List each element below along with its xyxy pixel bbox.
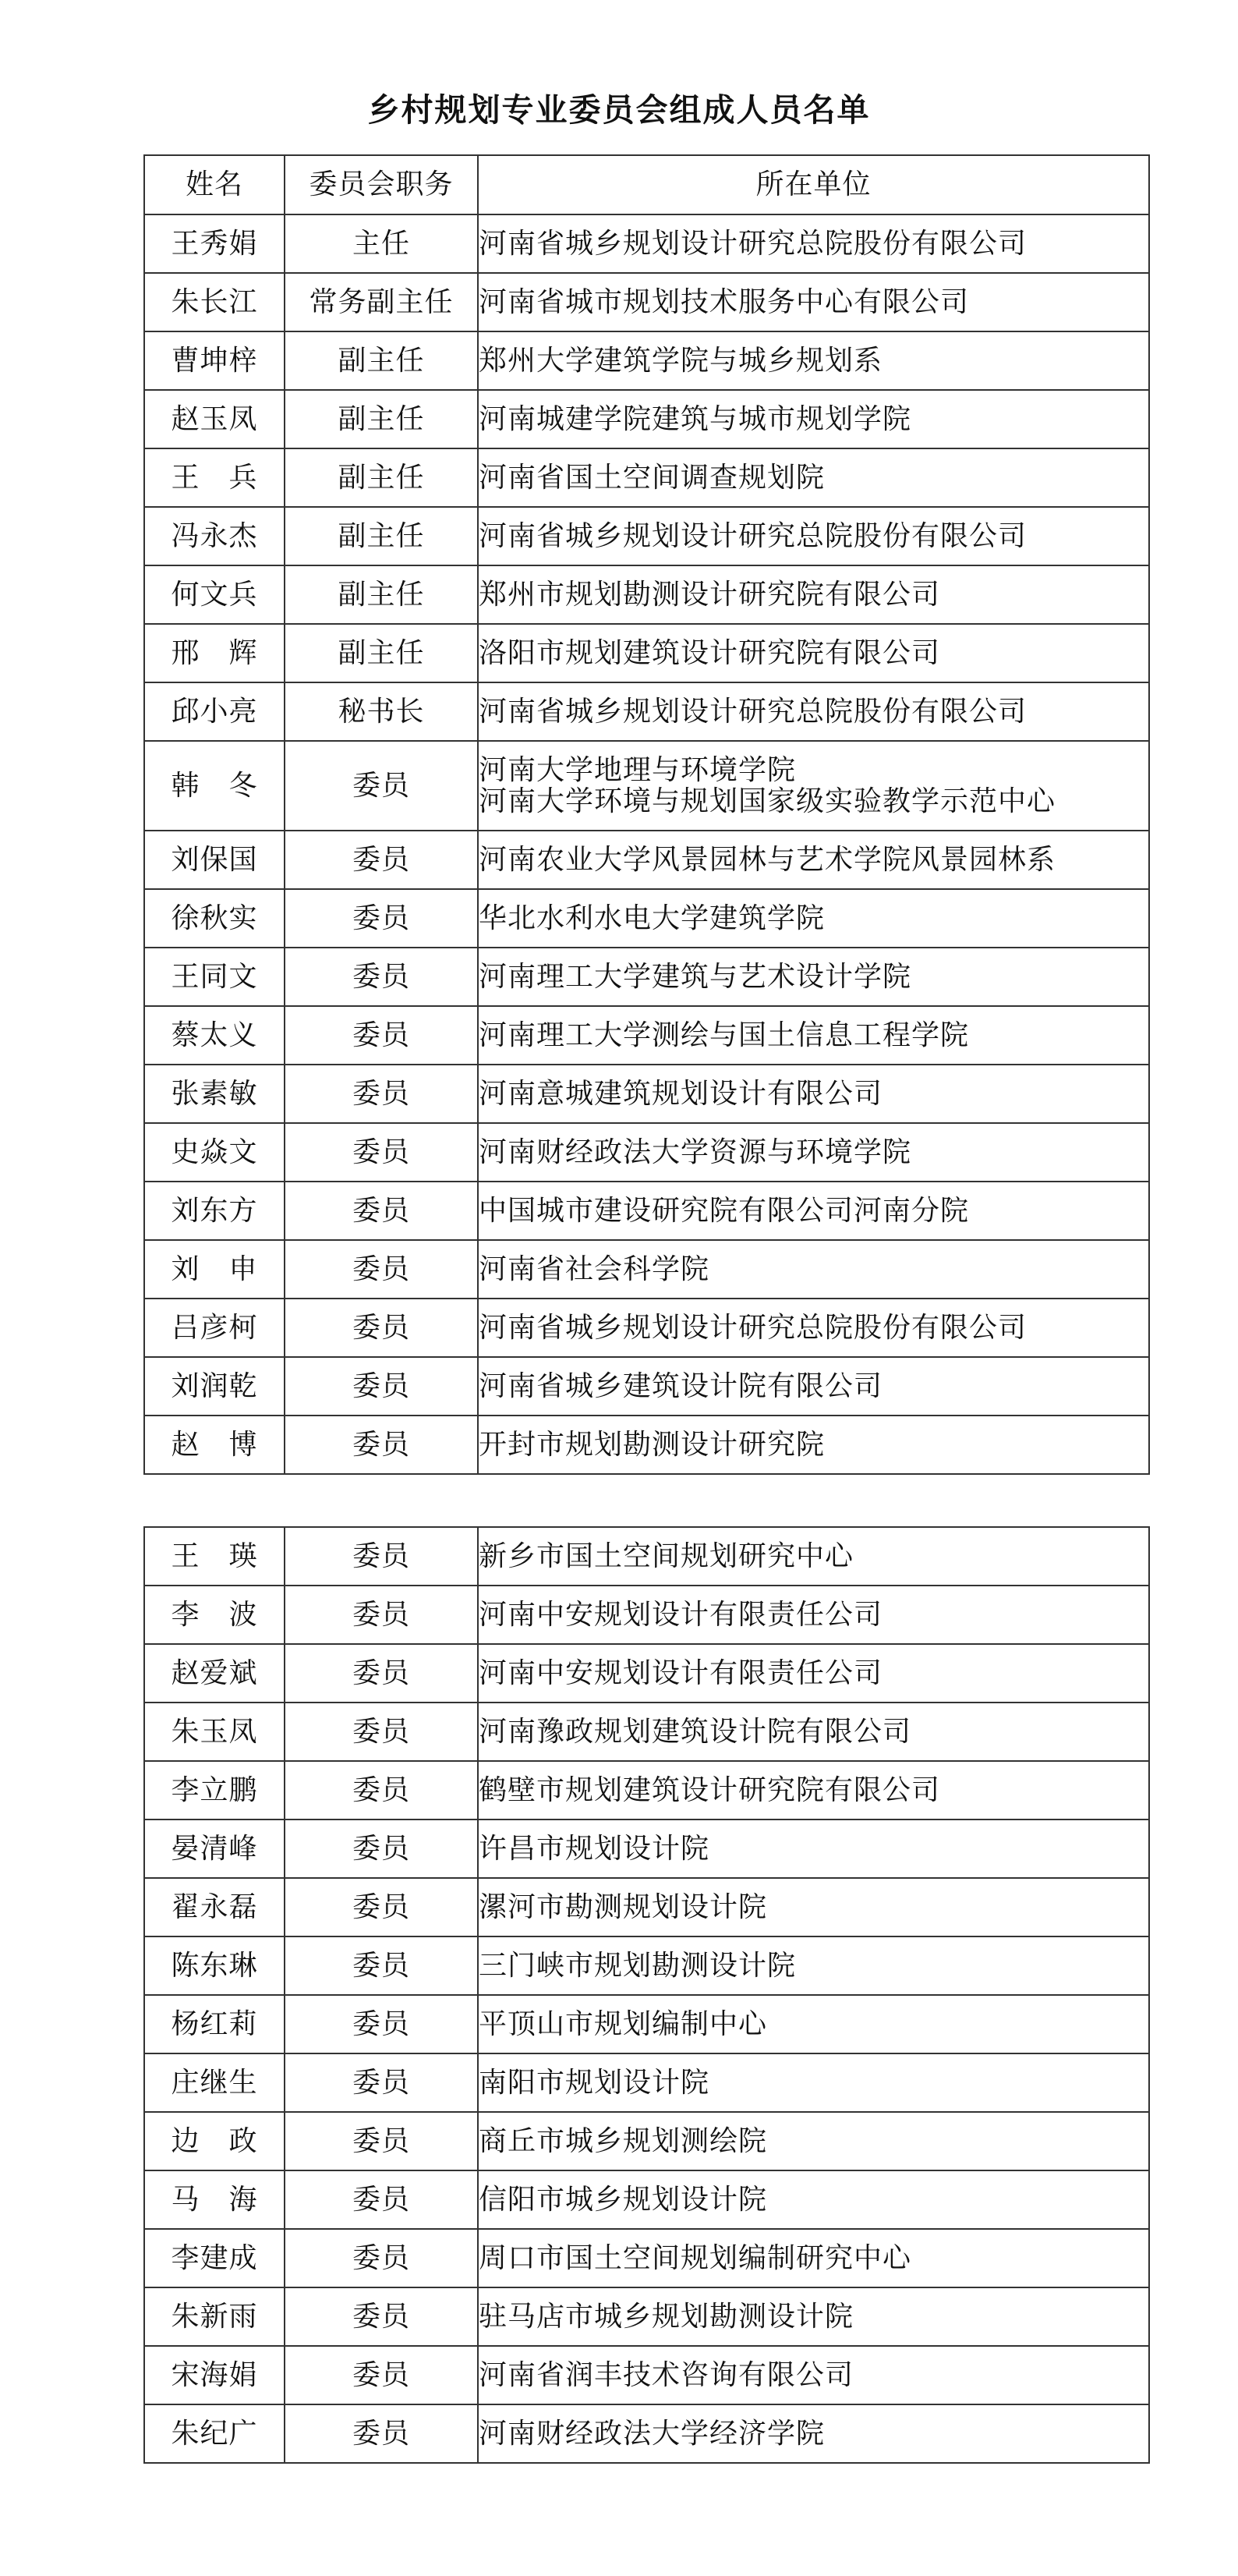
unit-line: 河南中安规划设计有限责任公司	[479, 1598, 883, 1631]
member-name: 朱新雨	[144, 2287, 285, 2346]
unit-line: 驻马店市城乡规划勘测设计院	[479, 2300, 854, 2333]
member-unit	[478, 624, 1149, 682]
table-row	[144, 1761, 1149, 1819]
table-row	[144, 2112, 1149, 2170]
table-row	[144, 1644, 1149, 1703]
table-row	[144, 1819, 1149, 1878]
table-row	[144, 1240, 1149, 1299]
table-row	[144, 1703, 1149, 1761]
unit-line: 河南省城市规划技术服务中心有限公司	[479, 285, 970, 318]
unit-line: 中国城市建设研究院有限公司河南分院	[479, 1194, 970, 1227]
member-unit	[478, 2053, 1149, 2112]
member-name: 曹坤梓	[144, 331, 285, 390]
unit-line: 河南省社会科学院	[479, 1253, 710, 1285]
member-name: 朱纪广	[144, 2404, 285, 2463]
member-unit	[478, 565, 1149, 624]
table-header-row	[144, 155, 1149, 214]
roster-table-part-1	[143, 154, 1150, 1475]
member-name: 王 瑛	[144, 1527, 285, 1586]
member-position: 委员	[285, 1761, 478, 1819]
unit-line: 郑州大学建筑学院与城乡规划系	[479, 344, 883, 377]
member-unit	[478, 2112, 1149, 2170]
member-unit	[478, 390, 1149, 448]
table-row	[144, 507, 1149, 565]
member-position: 委员	[285, 1240, 478, 1299]
member-name: 赵玉凤	[144, 390, 285, 448]
table-row	[144, 1123, 1149, 1182]
table-row	[144, 273, 1149, 331]
table-row	[144, 741, 1149, 831]
member-unit	[478, 1878, 1149, 1936]
member-position: 委员	[285, 1357, 478, 1416]
member-position: 副主任	[285, 565, 478, 624]
member-unit	[478, 331, 1149, 390]
member-position: 委员	[285, 2287, 478, 2346]
unit-line: 河南省国土空间调查规划院	[479, 461, 826, 494]
unit-line: 河南理工大学测绘与国土信息工程学院	[479, 1019, 970, 1051]
table-row	[144, 331, 1149, 390]
member-position: 委员	[285, 1936, 478, 1995]
member-position: 委员	[285, 2112, 478, 2170]
table-row	[144, 831, 1149, 889]
member-position: 委员	[285, 1182, 478, 1240]
member-unit	[478, 1065, 1149, 1123]
member-name: 朱玉凤	[144, 1703, 285, 1761]
unit-line: 信阳市城乡规划设计院	[479, 2183, 768, 2216]
member-name: 李建成	[144, 2229, 285, 2287]
table-row	[144, 889, 1149, 948]
member-name: 张素敏	[144, 1065, 285, 1123]
unit-line: 河南中安规划设计有限责任公司	[479, 1657, 883, 1689]
unit-line: 商丘市城乡规划测绘院	[479, 2124, 768, 2157]
member-position: 委员	[285, 1703, 478, 1761]
member-position: 委员	[285, 1006, 478, 1065]
member-position: 副主任	[285, 390, 478, 448]
unit-line: 开封市规划勘测设计研究院	[479, 1428, 826, 1461]
unit-line: 河南大学地理与环境学院	[479, 753, 797, 786]
member-name: 邱小亮	[144, 682, 285, 741]
table-row	[144, 1299, 1149, 1357]
member-name: 史焱文	[144, 1123, 285, 1182]
member-name: 王 兵	[144, 448, 285, 507]
member-name: 杨红莉	[144, 1995, 285, 2053]
table-row	[144, 1065, 1149, 1123]
table-row	[144, 624, 1149, 682]
member-unit	[478, 741, 1149, 831]
member-name: 邢 辉	[144, 624, 285, 682]
table-row	[144, 1357, 1149, 1416]
member-position: 副主任	[285, 624, 478, 682]
table-row	[144, 2229, 1149, 2287]
unit-line: 河南意城建筑规划设计有限公司	[479, 1077, 883, 1110]
member-position: 秘书长	[285, 682, 478, 741]
roster-table-part-2	[143, 1526, 1150, 2464]
member-name: 蔡太义	[144, 1006, 285, 1065]
unit-line: 三门峡市规划勘测设计院	[479, 1949, 797, 1982]
member-position: 委员	[285, 1586, 478, 1644]
table-row	[144, 1182, 1149, 1240]
unit-line: 河南豫政规划建筑设计院有限公司	[479, 1715, 912, 1748]
unit-line: 河南省润丰技术咨询有限公司	[479, 2358, 854, 2391]
member-position: 委员	[285, 1299, 478, 1357]
table-row	[144, 1936, 1149, 1995]
table-row	[144, 2053, 1149, 2112]
member-position: 委员	[285, 1644, 478, 1703]
member-unit	[478, 682, 1149, 741]
table-row	[144, 565, 1149, 624]
member-unit	[478, 1936, 1149, 1995]
member-name: 刘东方	[144, 1182, 285, 1240]
table-row	[144, 2346, 1149, 2404]
member-unit	[478, 448, 1149, 507]
unit-line: 平顶山市规划编制中心	[479, 2007, 768, 2040]
member-name: 王同文	[144, 948, 285, 1006]
unit-line: 河南省城乡规划设计研究总院股份有限公司	[479, 519, 1028, 552]
member-position: 常务副主任	[285, 273, 478, 331]
header-name: 姓名	[144, 155, 285, 214]
member-unit	[478, 1644, 1149, 1703]
unit-line: 河南大学环境与规划国家级实验教学示范中心	[479, 785, 1056, 817]
member-unit	[478, 1995, 1149, 2053]
member-unit	[478, 214, 1149, 273]
member-position: 委员	[285, 2229, 478, 2287]
unit-line: 河南财经政法大学资源与环境学院	[479, 1136, 912, 1168]
member-name: 陈东琳	[144, 1936, 285, 1995]
member-unit	[478, 1527, 1149, 1586]
member-name: 赵爱斌	[144, 1644, 285, 1703]
member-name: 翟永磊	[144, 1878, 285, 1936]
member-position: 副主任	[285, 507, 478, 565]
member-position: 副主任	[285, 448, 478, 507]
unit-line: 华北水利水电大学建筑学院	[479, 902, 826, 934]
member-unit	[478, 1586, 1149, 1644]
unit-line: 河南省城乡建筑设计院有限公司	[479, 1369, 883, 1402]
header-unit: 所在单位	[478, 155, 1149, 214]
table-row	[144, 2404, 1149, 2463]
member-position: 委员	[285, 741, 478, 831]
table-row	[144, 1527, 1149, 1586]
unit-line: 洛阳市规划建筑设计研究院有限公司	[479, 636, 941, 669]
table-row	[144, 448, 1149, 507]
member-unit	[478, 1182, 1149, 1240]
member-position: 委员	[285, 1527, 478, 1586]
member-name: 刘保国	[144, 831, 285, 889]
unit-line: 郑州市规划勘测设计研究院有限公司	[479, 578, 941, 611]
member-name: 朱长江	[144, 273, 285, 331]
table-row	[144, 390, 1149, 448]
member-position: 委员	[285, 1995, 478, 2053]
unit-line: 漯河市勘测规划设计院	[479, 1890, 768, 1923]
member-name: 王秀娟	[144, 214, 285, 273]
member-unit	[478, 507, 1149, 565]
member-position: 委员	[285, 1065, 478, 1123]
member-unit	[478, 2170, 1149, 2229]
unit-line: 河南财经政法大学经济学院	[479, 2417, 826, 2450]
unit-line: 河南理工大学建筑与艺术设计学院	[479, 960, 912, 993]
unit-line: 南阳市规划设计院	[479, 2066, 710, 2099]
member-position: 委员	[285, 2170, 478, 2229]
member-position: 委员	[285, 948, 478, 1006]
member-name: 边 政	[144, 2112, 285, 2170]
table-row	[144, 948, 1149, 1006]
member-unit	[478, 2287, 1149, 2346]
table-row	[144, 682, 1149, 741]
member-unit	[478, 1006, 1149, 1065]
table-row	[144, 1995, 1149, 2053]
member-unit	[478, 889, 1149, 948]
member-name: 徐秋实	[144, 889, 285, 948]
table-row	[144, 1006, 1149, 1065]
table-row	[144, 2287, 1149, 2346]
member-position: 委员	[285, 831, 478, 889]
unit-line: 河南省城乡规划设计研究总院股份有限公司	[479, 227, 1028, 260]
member-position: 委员	[285, 2346, 478, 2404]
member-unit	[478, 2229, 1149, 2287]
member-position: 委员	[285, 1416, 478, 1474]
member-name: 韩 冬	[144, 741, 285, 831]
member-name: 赵 博	[144, 1416, 285, 1474]
member-position: 委员	[285, 1819, 478, 1878]
table-row	[144, 1416, 1149, 1474]
member-name: 何文兵	[144, 565, 285, 624]
member-position: 副主任	[285, 331, 478, 390]
member-position: 委员	[285, 2053, 478, 2112]
table-row	[144, 2170, 1149, 2229]
member-name: 刘润乾	[144, 1357, 285, 1416]
header-position: 委员会职务	[285, 155, 478, 214]
member-unit	[478, 1357, 1149, 1416]
member-name: 冯永杰	[144, 507, 285, 565]
member-name: 刘 申	[144, 1240, 285, 1299]
member-unit	[478, 948, 1149, 1006]
unit-line: 河南省城乡规划设计研究总院股份有限公司	[479, 1311, 1028, 1344]
member-name: 庄继生	[144, 2053, 285, 2112]
member-unit	[478, 1299, 1149, 1357]
member-name: 宋海娟	[144, 2346, 285, 2404]
table-row	[144, 214, 1149, 273]
member-position: 主任	[285, 214, 478, 273]
member-position: 委员	[285, 2404, 478, 2463]
member-unit	[478, 1240, 1149, 1299]
member-position: 委员	[285, 1878, 478, 1936]
table-row	[144, 1586, 1149, 1644]
page-title: 乡村规划专业委员会组成人员名单	[367, 91, 871, 129]
member-position: 委员	[285, 1123, 478, 1182]
unit-line: 周口市国土空间规划编制研究中心	[479, 2241, 912, 2274]
member-unit	[478, 831, 1149, 889]
member-unit	[478, 1819, 1149, 1878]
member-name: 李 波	[144, 1586, 285, 1644]
member-name: 吕彦柯	[144, 1299, 285, 1357]
unit-line: 河南城建学院建筑与城市规划学院	[479, 402, 912, 435]
member-unit	[478, 1123, 1149, 1182]
member-unit	[478, 1416, 1149, 1474]
member-name: 晏清峰	[144, 1819, 285, 1878]
member-unit	[478, 1761, 1149, 1819]
unit-line: 许昌市规划设计院	[479, 1832, 710, 1865]
member-unit	[478, 1703, 1149, 1761]
member-unit	[478, 273, 1149, 331]
member-unit	[478, 2346, 1149, 2404]
unit-line: 鹤壁市规划建筑设计研究院有限公司	[479, 1773, 941, 1806]
unit-line: 河南省城乡规划设计研究总院股份有限公司	[479, 695, 1028, 728]
unit-line: 河南农业大学风景园林与艺术学院风景园林系	[479, 843, 1056, 876]
member-name: 马 海	[144, 2170, 285, 2229]
member-unit	[478, 2404, 1149, 2463]
table-row	[144, 1878, 1149, 1936]
unit-line: 新乡市国土空间规划研究中心	[479, 1540, 854, 1572]
member-position: 委员	[285, 889, 478, 948]
member-name: 李立鹏	[144, 1761, 285, 1819]
